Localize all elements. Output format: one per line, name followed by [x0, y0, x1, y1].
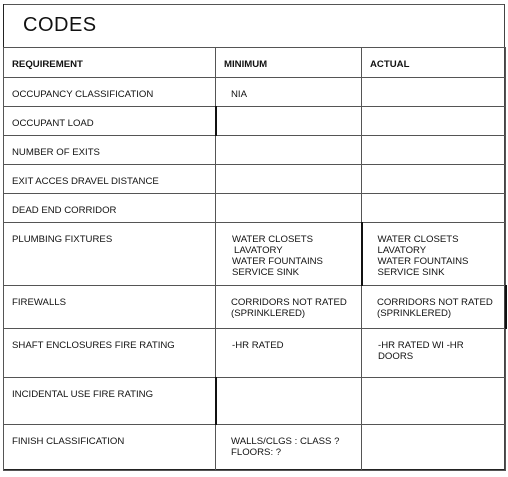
act-plumbing-line: LAVATORY [377, 245, 427, 256]
act-finish [362, 425, 506, 471]
act-shaft [362, 329, 506, 378]
table-row [4, 136, 506, 165]
table-row [4, 425, 506, 471]
act-firewalls-line: CORRIDORS NOT RATED [377, 297, 493, 308]
act-occupancy [362, 78, 506, 107]
table-header-row [4, 48, 506, 78]
req-occupancy: OCCUPANCY CLASSIFICATION [4, 78, 216, 107]
min-firewalls-line: CORRIDORS NOT RATED [231, 297, 347, 308]
req-travel-distance: EXIT ACCES DRAVEL DISTANCE [4, 165, 216, 194]
table-row [4, 286, 506, 329]
act-firewalls-line: (SPRINKLERED) [377, 308, 452, 319]
req-plumbing: PLUMBING FIXTURES [4, 223, 216, 286]
page-title: CODES [23, 14, 97, 36]
table-row [4, 194, 506, 223]
req-firewalls: FIREWALLS [4, 286, 216, 329]
min-travel-distance [216, 165, 362, 194]
min-finish-line: FLOORS: ? [231, 447, 282, 458]
act-plumbing-line: WATER FOUNTAINS [377, 256, 469, 267]
table-row [4, 78, 506, 107]
act-firewalls [362, 286, 506, 329]
table-row [4, 223, 506, 286]
min-plumbing-line: WATER FOUNTAINS [232, 256, 323, 267]
min-occupancy: NIA [216, 78, 362, 107]
table-row [4, 165, 506, 194]
table-row [4, 378, 506, 425]
req-exits: NUMBER OF EXITS [4, 136, 216, 165]
header-actual: ACTUAL [362, 48, 506, 78]
act-occupant-load [362, 107, 506, 136]
table-row [4, 107, 506, 136]
act-plumbing-line: WATER CLOSETS [377, 234, 459, 245]
act-exits [362, 136, 506, 165]
min-firewalls [216, 286, 362, 329]
min-finish [216, 425, 362, 471]
act-plumbing [362, 223, 506, 286]
min-occupant-load [216, 107, 362, 136]
req-dead-end: DEAD END CORRIDOR [4, 194, 216, 223]
act-travel-distance [362, 165, 506, 194]
header-requirement: REQUIREMENT [4, 48, 216, 78]
min-shaft-line: -HR RATED [232, 340, 284, 351]
table-row [4, 329, 506, 378]
act-dead-end [362, 194, 506, 223]
min-incidental [216, 378, 362, 425]
act-plumbing-line: SERVICE SINK [377, 267, 445, 278]
min-plumbing-line: LAVATORY [234, 245, 283, 256]
min-plumbing-line: SERVICE SINK [232, 267, 300, 278]
min-plumbing-line: WATER CLOSETS [232, 234, 314, 245]
min-exits [216, 136, 362, 165]
codes-table [3, 47, 507, 471]
act-shaft-line: DOORS [378, 351, 414, 362]
act-shaft-line: -HR RATED WI -HR [378, 340, 464, 351]
min-dead-end [216, 194, 362, 223]
req-shaft: SHAFT ENCLOSURES FIRE RATING [4, 329, 216, 378]
act-incidental [362, 378, 506, 425]
min-finish-line: WALLS/CLGS : CLASS ? [231, 436, 340, 447]
min-plumbing [216, 223, 362, 286]
req-occupant-load: OCCUPANT LOAD [4, 107, 216, 136]
req-finish: FINISH CLASSIFICATION [4, 425, 216, 471]
min-firewalls-line: (SPRINKLERED) [231, 308, 306, 319]
header-minimum: MINIMUM [216, 48, 362, 78]
req-incidental: INCIDENTAL USE FIRE RATING [4, 378, 216, 425]
min-shaft [216, 329, 362, 378]
